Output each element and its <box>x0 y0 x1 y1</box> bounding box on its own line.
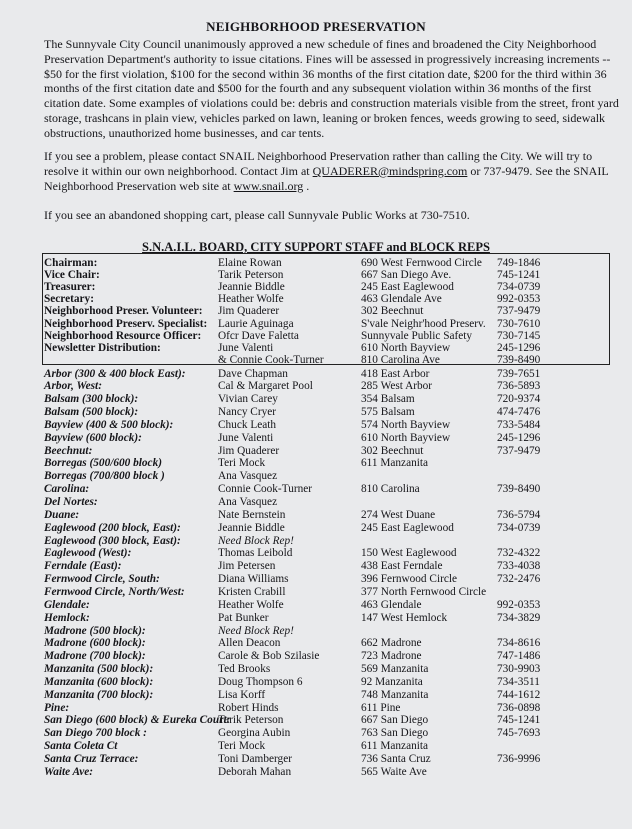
street-label: San Diego 700 block : <box>44 727 147 740</box>
rep-phone: 732-2476 <box>497 573 541 586</box>
rep-phone: 734-0739 <box>497 280 541 293</box>
board-row <box>0 257 632 270</box>
street-label: Madrone (500 block): <box>44 624 146 637</box>
rep-name: Heather Wolfe <box>218 598 284 611</box>
role-label: Vice Chair: <box>44 268 100 281</box>
block-rep-row <box>0 368 632 381</box>
block-rep-row <box>0 612 632 625</box>
rep-address: 569 Manzanita <box>361 663 429 676</box>
rep-phone: 734-8616 <box>497 637 541 650</box>
block-rep-row <box>0 432 632 445</box>
block-rep-row <box>0 702 632 715</box>
street-label: Santa Coleta Ct <box>44 740 118 753</box>
rep-name: Jim Quaderer <box>218 305 280 318</box>
block-rep-row <box>0 393 632 406</box>
block-rep-row <box>0 650 632 663</box>
rep-address: 302 Beechnut <box>361 444 424 457</box>
board-row <box>0 330 632 343</box>
role-label: Neighborhood Preserv. Specialist: <box>44 317 208 330</box>
rep-address: 463 Glendale <box>361 598 422 611</box>
board-heading: S.N.A.I.L. BOARD, CITY SUPPORT STAFF and BLOCK REPS <box>142 240 490 254</box>
block-rep-row <box>0 599 632 612</box>
rep-address: 736 Santa Cruz <box>361 753 431 765</box>
block-rep-row <box>0 740 632 753</box>
block-rep-row <box>0 727 632 740</box>
street-label: Ferndale (East): <box>44 560 122 573</box>
rep-phone: 749-1846 <box>497 256 541 269</box>
rep-name: Georgina Aubin <box>218 727 291 740</box>
rep-name: Cal & Margaret Pool <box>218 380 313 393</box>
block-rep-row <box>0 753 632 766</box>
rep-name: Jim Quaderer <box>218 444 280 457</box>
contact-text: If you see a problem, please contact SNAIL Neighborhood Preservation rather than calling the City. We will try to resolve it within our own neighborhood. Contact Jim at <box>44 149 593 178</box>
rep-address: 463 Glendale Ave <box>361 293 442 306</box>
block-rep-row <box>0 470 632 483</box>
street-label: Madrone (600 block): <box>44 637 146 650</box>
rep-name: Pat Bunker <box>218 611 269 624</box>
rep-address: 245 East Eaglewood <box>361 280 454 293</box>
rep-address: 377 North Fernwood Circle <box>361 585 487 598</box>
rep-address: 723 Madrone <box>361 650 422 663</box>
rep-phone: 730-7145 <box>497 329 541 342</box>
rep-phone: 730-9903 <box>497 663 541 676</box>
rep-name: Deborah Mahan <box>218 765 292 778</box>
rep-address: Sunnyvale Public Safety <box>361 329 473 342</box>
rep-name: Connie Cook-Turner <box>218 483 313 496</box>
rep-phone: 736-0898 <box>497 701 541 714</box>
rep-name: Thomas Leibold <box>218 547 293 560</box>
block-rep-row <box>0 547 632 560</box>
street-label: Bayview (400 & 500 block): <box>44 418 174 431</box>
role-label: Treasurer: <box>44 280 96 293</box>
rep-phone: 733-5484 <box>497 418 541 431</box>
street-label: Arbor, West: <box>44 380 102 393</box>
rep-name: Heather Wolfe <box>218 293 284 306</box>
rep-name: Teri Mock <box>218 740 266 753</box>
shopping-cart-paragraph: If you see an abandoned shopping cart, please call Sunnyvale Public Works at 730-7510. <box>44 208 470 222</box>
rep-name: June Valenti <box>218 431 274 444</box>
street-label: Manzanita (700 block): <box>44 688 154 701</box>
street-label: Del Nortes: <box>44 496 98 508</box>
rep-name: Need Block Rep! <box>218 624 294 637</box>
rep-phone: 245-1296 <box>497 341 541 354</box>
block-rep-row <box>0 457 632 470</box>
rep-phone: 739-7651 <box>497 367 541 380</box>
block-rep-row <box>0 483 632 496</box>
street-label: Arbor (300 & 400 block East): <box>44 367 186 380</box>
rep-name: Ofcr Dave Faletta <box>218 329 299 342</box>
street-label: Balsam (500 block): <box>44 406 139 419</box>
rep-phone: 732-4322 <box>497 547 541 560</box>
rep-address: 667 San Diego Ave. <box>361 268 452 281</box>
rep-name: Ana Vasquez <box>218 470 278 483</box>
board-row <box>0 305 632 318</box>
rep-name: Doug Thompson 6 <box>218 675 303 688</box>
rep-address: 302 Beechnut <box>361 305 424 318</box>
rep-phone: 992-0353 <box>497 598 541 611</box>
rep-phone: 720-9374 <box>497 393 541 406</box>
block-rep-row <box>0 714 632 727</box>
rep-name: Jeannie Biddle <box>218 280 285 293</box>
rep-name: June Valenti <box>218 341 274 354</box>
street-label: Eaglewood (300 block, East): <box>44 534 181 547</box>
rep-name: Chuck Leath <box>218 418 277 431</box>
rep-name: Diana Williams <box>218 573 289 586</box>
rep-phone: 737-9479 <box>497 305 541 318</box>
rep-name: Tarik Peterson <box>218 714 284 727</box>
rep-address: 574 North Bayview <box>361 418 451 431</box>
role-label: Secretary: <box>44 293 94 306</box>
street-label: Fernwood Circle, North/West: <box>44 585 185 598</box>
street-label: Manzanita (500 block): <box>44 663 154 676</box>
street-label: Waite Ave: <box>44 765 94 778</box>
block-rep-row <box>0 586 632 599</box>
rep-name: Jeannie Biddle <box>218 521 285 534</box>
contact-paragraph <box>44 149 620 193</box>
rep-phone: 739-8490 <box>497 354 541 367</box>
block-rep-row <box>0 573 632 586</box>
rep-name: Jim Petersen <box>218 560 276 573</box>
rep-address: 610 North Bayview <box>361 431 451 444</box>
block-rep-row <box>0 689 632 702</box>
rep-address: 418 East Arbor <box>361 367 430 380</box>
rep-name: Allen Deacon <box>218 637 281 650</box>
website-link[interactable]: www.snail.org <box>233 178 304 193</box>
street-label: Pine: <box>44 701 70 714</box>
street-label: Bayview (600 block): <box>44 431 142 444</box>
rep-address: 610 North Bayview <box>361 341 451 354</box>
contact-text-3: . <box>303 178 310 193</box>
rep-phone: 992-0353 <box>497 293 541 306</box>
contact-text-2: or 737-9479. See the SNAIL Neighborhood Preservation web site at <box>44 163 609 193</box>
street-label: Borregas (500/600 block) <box>44 457 162 470</box>
rep-name: Tarik Peterson <box>218 268 284 281</box>
rep-name: Dave Chapman <box>218 367 288 380</box>
block-rep-row <box>0 406 632 419</box>
block-rep-row <box>0 535 632 548</box>
rep-name: Laurie Aguinaga <box>218 317 294 330</box>
rep-address: 611 Pine <box>361 701 401 714</box>
block-rep-row <box>0 380 632 393</box>
fines-paragraph: The Sunnyvale City Council unanimously approved a new schedule of fines and broadened the City Neighborhood Preservation Department's authority to issue citations. Fines will be assessed in progressively increasing increments -- $50 for the first violation, $100 for the second within 36 months of the first citation date, $200 for the third within 36 months of the first citation date and $500 for the fourth and any subsequent violation within 36 months of the first citation date. Some examples of violations could be: debris and construction materials visible from the street, front yard storage, trashcans in plain view, vehicles parked on lawn, leaning or broken fences, weeds growing to seed, sidewalk obstructions, unauthorized home businesses, and car tents. <box>44 37 619 140</box>
rep-name: Toni Damberger <box>218 753 292 765</box>
block-rep-row <box>0 663 632 676</box>
rep-phone: 474-7476 <box>497 406 541 419</box>
rep-phone: 737-9479 <box>497 444 541 457</box>
street-label: Duane: <box>44 508 80 521</box>
rep-name: Lisa Korff <box>218 688 266 701</box>
rep-phone: 245-1296 <box>497 431 541 444</box>
rep-name: Need Block Rep! <box>218 534 294 547</box>
rep-address: 690 West Fernwood Circle <box>361 256 482 269</box>
rep-address: 662 Madrone <box>361 637 422 650</box>
rep-address: 611 Manzanita <box>361 457 429 470</box>
rep-phone: 730-7610 <box>497 317 541 330</box>
street-label: Borregas (700/800 block ) <box>44 470 165 483</box>
rep-phone: 736-5893 <box>497 380 541 393</box>
street-label: Glendale: <box>44 598 90 611</box>
block-rep-row <box>0 676 632 689</box>
rep-phone: 739-8490 <box>497 483 541 496</box>
board-row <box>0 318 632 331</box>
rep-address: 810 Carolina <box>361 483 420 496</box>
block-rep-row <box>0 445 632 458</box>
rep-address: 354 Balsam <box>361 393 415 406</box>
rep-address: 611 Manzanita <box>361 740 429 753</box>
board-row <box>0 342 632 355</box>
block-rep-row <box>0 766 632 779</box>
rep-phone: 747-1486 <box>497 650 541 663</box>
rep-phone: 734-3829 <box>497 611 541 624</box>
board-row <box>0 269 632 282</box>
board-row <box>0 354 632 367</box>
rep-name: Vivian Carey <box>218 393 278 406</box>
rep-address: 667 San Diego <box>361 714 429 727</box>
rep-address: 147 West Hemlock <box>361 611 448 624</box>
rep-phone: 745-7693 <box>497 727 541 740</box>
rep-address: 810 Carolina Ave <box>361 354 440 367</box>
role-label: Neighborhood Resource Officer: <box>44 329 202 342</box>
block-rep-row <box>0 560 632 573</box>
email-link[interactable]: QUADERER@mindspring.com <box>312 163 468 178</box>
rep-address: 92 Manzanita <box>361 675 423 688</box>
rep-name: Kristen Crabill <box>218 585 286 598</box>
rep-address: 396 Fernwood Circle <box>361 573 458 586</box>
rep-address: 245 East Eaglewood <box>361 521 454 534</box>
street-label: Manzanita (600 block): <box>44 675 154 688</box>
rep-address: 285 West Arbor <box>361 380 433 393</box>
role-label: Chairman: <box>44 256 98 269</box>
street-label: Madrone (700 block): <box>44 650 146 663</box>
rep-phone: 736-5794 <box>497 508 541 521</box>
board-row <box>0 281 632 294</box>
rep-address: 438 East Ferndale <box>361 560 443 573</box>
street-label: Carolina: <box>44 483 90 496</box>
block-rep-row <box>0 625 632 638</box>
block-rep-row <box>0 509 632 522</box>
rep-phone: 745-1241 <box>497 714 541 727</box>
street-label: San Diego (600 block) & Eureka Court: <box>44 714 231 727</box>
rep-address: 565 Waite Ave <box>361 765 427 778</box>
street-label: Eaglewood (West): <box>44 547 132 560</box>
block-rep-row <box>0 637 632 650</box>
rep-phone: 745-1241 <box>497 268 541 281</box>
section-heading: NEIGHBORHOOD PRESERVATION <box>206 19 426 34</box>
rep-name: Carole & Bob Szilasie <box>218 650 320 663</box>
rep-name: Nate Bernstein <box>218 508 286 521</box>
rep-address: 274 West Duane <box>361 508 436 521</box>
rep-name: Teri Mock <box>218 457 266 470</box>
rep-address: 748 Manzanita <box>361 688 429 701</box>
rep-name: Nancy Cryer <box>218 406 277 419</box>
rep-phone: 736-9996 <box>497 753 541 765</box>
street-label: Santa Cruz Terrace: <box>44 753 139 765</box>
rep-name: Robert Hinds <box>218 701 279 714</box>
street-label: Hemlock: <box>44 611 90 624</box>
rep-address: S'vale Neighr'hood Preserv. <box>361 317 486 330</box>
street-label: Balsam (300 block): <box>44 393 139 406</box>
rep-phone: 733-4038 <box>497 560 541 573</box>
role-label: Newsletter Distribution: <box>44 341 161 354</box>
rep-address: 575 Balsam <box>361 406 415 419</box>
rep-address: 150 West Eaglewood <box>361 547 457 560</box>
rep-phone: 734-0739 <box>497 521 541 534</box>
rep-name: & Connie Cook-Turner <box>218 354 324 367</box>
block-rep-row <box>0 419 632 432</box>
street-label: Beechnut: <box>44 444 93 457</box>
rep-address: 763 San Diego <box>361 727 429 740</box>
rep-name: Ted Brooks <box>218 663 271 676</box>
rep-name: Elaine Rowan <box>218 256 282 269</box>
block-rep-row <box>0 496 632 509</box>
rep-phone: 744-1612 <box>497 688 541 701</box>
board-row <box>0 293 632 306</box>
role-label: Neighborhood Preser. Volunteer: <box>44 305 203 318</box>
street-label: Eaglewood (200 block, East): <box>44 521 181 534</box>
rep-phone: 734-3511 <box>497 675 540 688</box>
block-rep-row <box>0 522 632 535</box>
street-label: Fernwood Circle, South: <box>44 573 160 586</box>
rep-name: Ana Vasquez <box>218 496 278 508</box>
